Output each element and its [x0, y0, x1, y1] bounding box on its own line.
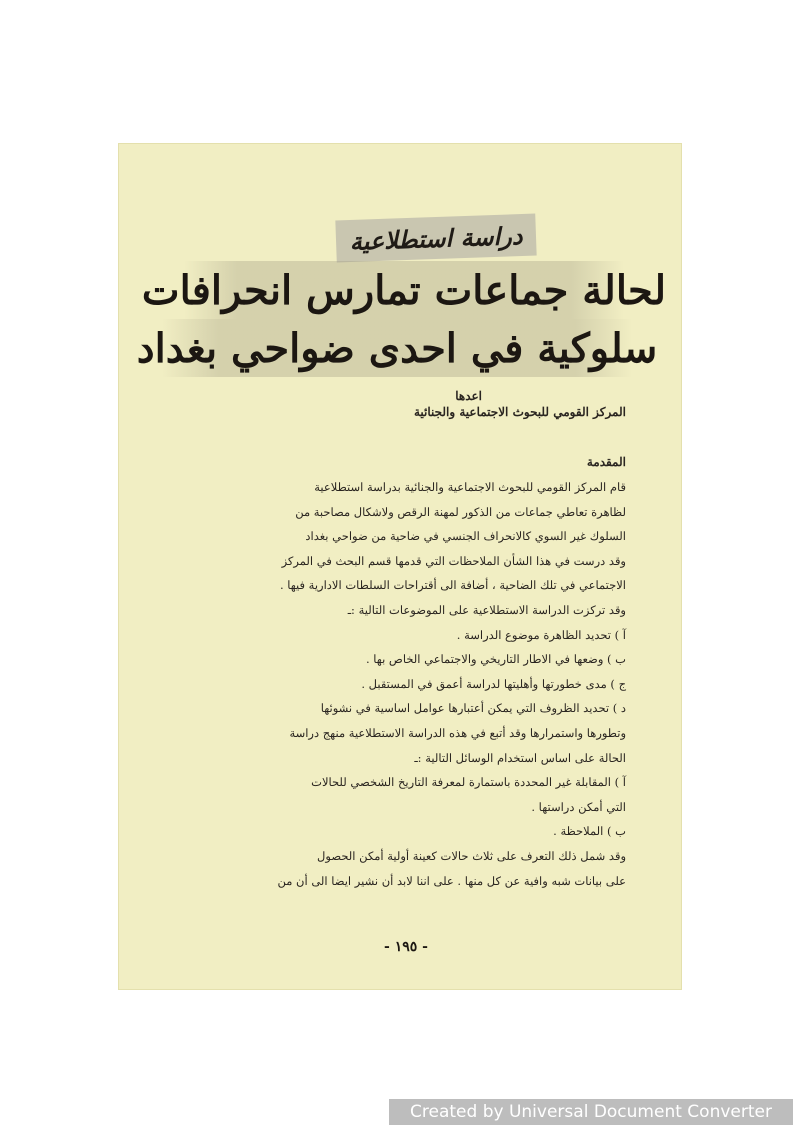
watermark: Created by Universal Document Converter [389, 1099, 793, 1125]
intro-heading: المقدمة [586, 455, 626, 469]
body-line: ب ) الملاحظة . [553, 824, 626, 839]
body-line: وتطورها واستمرارها وقد أتبع في هذه الدراسة الاستطلاعية منهج دراسة [289, 725, 626, 740]
body-line: الحالة على اساس استخدام الوسائل التالية :ـ [414, 750, 626, 765]
body-line: الاجتماعي في تلك الضاحية ، أضافة الى أقتراحات السلطات الادارية فيها . [279, 578, 626, 593]
body-line: ج ) مدى خطورتها وأهليتها لدراسة أعمق في المستقبل . [361, 676, 626, 691]
body-line: لظاهرة تعاطي جماعات من الذكور لمهنة الرقص ولاشكال مصاحبة من [295, 504, 626, 519]
scanned-page [118, 143, 682, 990]
body-line: آ ) المقابلة غير المحددة باستمارة لمعرفة التاريخ الشخصي للحالات [311, 775, 626, 790]
body-line: آ ) تحديد الظاهرة موضوع الدراسة . [456, 627, 626, 642]
center-name: المركز القومي للبحوث الاجتماعية والجنائية [413, 405, 626, 419]
body-line: قام المركز القومي للبحوث الاجتماعية والجنائية بدراسة استطلاعية [314, 480, 626, 494]
body-line: السلوك غير السوي كالانحراف الجنسي في ضاحية من ضواحي بغداد [305, 529, 626, 544]
body-line: ب ) وضعها في الاطار التاريخي والاجتماعي الخاص بها . [365, 652, 626, 667]
body-line: وقد تركزت الدراسة الاستطلاعية على الموضوعات التالية :ـ [347, 602, 626, 617]
headline-line-2: سلوكية في احدى ضواحي بغداد [162, 319, 632, 377]
page-number: - ١٩٥ - [384, 939, 428, 955]
headline-small: دراسة استطلاعية [335, 214, 536, 263]
body-text [176, 461, 626, 893]
body-line: وقد درست في هذا الشأن الملاحظات التي قدمها قسم البحث في المركز [281, 553, 626, 568]
prepared-by: اعدها [455, 389, 482, 403]
body-line: التي أمكن دراستها . [531, 799, 626, 814]
headline-line-1: لحالة جماعات تمارس انحرافات [184, 261, 624, 319]
body-line: د ) تحديد الظروف التي يمكن أعتبارها عوامل اساسية في نشوئها [320, 701, 626, 716]
body-line: على بيانات شبه وافية عن كل منها . على اننا لابد أن نشير ايضا الى أن من [277, 873, 626, 888]
body-line: وقد شمل ذلك التعرف على ثلاث حالات كعينة أولية أمكن الحصول [317, 848, 626, 863]
